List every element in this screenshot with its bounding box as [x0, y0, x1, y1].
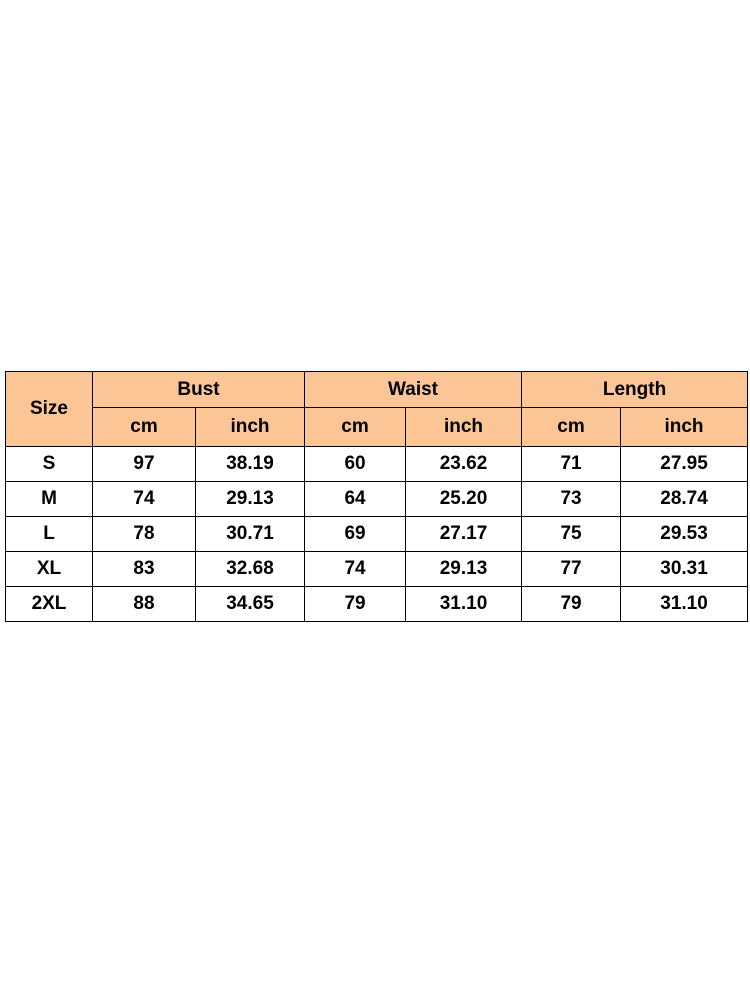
bust-cm-cell: 83 — [93, 552, 196, 587]
unit-header-length-inch: inch — [621, 408, 748, 447]
waist-cm-cell: 69 — [305, 517, 406, 552]
unit-header-length-cm: cm — [522, 408, 621, 447]
table-row — [6, 552, 748, 587]
waist-inch-cell: 25.20 — [406, 482, 522, 517]
waist-inch-cell: 31.10 — [406, 587, 522, 622]
size-cell: M — [6, 482, 93, 517]
bust-inch-cell: 30.71 — [196, 517, 305, 552]
unit-header-bust-inch: inch — [196, 408, 305, 447]
table-row — [6, 587, 748, 622]
bust-cm-cell: 88 — [93, 587, 196, 622]
unit-header-waist-cm: cm — [305, 408, 406, 447]
length-cm-cell: 71 — [522, 447, 621, 482]
length-cm-cell: 77 — [522, 552, 621, 587]
waist-cm-cell: 74 — [305, 552, 406, 587]
bust-cm-cell: 78 — [93, 517, 196, 552]
size-cell: XL — [6, 552, 93, 587]
waist-header: Waist — [305, 372, 522, 408]
bust-cm-cell: 74 — [93, 482, 196, 517]
length-inch-cell: 29.53 — [621, 517, 748, 552]
length-inch-cell: 27.95 — [621, 447, 748, 482]
bust-inch-cell: 38.19 — [196, 447, 305, 482]
length-cm-cell: 73 — [522, 482, 621, 517]
waist-inch-cell: 23.62 — [406, 447, 522, 482]
length-inch-cell: 28.74 — [621, 482, 748, 517]
waist-inch-cell: 27.17 — [406, 517, 522, 552]
length-inch-cell: 31.10 — [621, 587, 748, 622]
unit-header-waist-inch: inch — [406, 408, 522, 447]
table-row — [6, 517, 748, 552]
bust-inch-cell: 34.65 — [196, 587, 305, 622]
length-cm-cell: 75 — [522, 517, 621, 552]
bust-inch-cell: 32.68 — [196, 552, 305, 587]
size-cell: 2XL — [6, 587, 93, 622]
waist-cm-cell: 64 — [305, 482, 406, 517]
bust-cm-cell: 97 — [93, 447, 196, 482]
waist-cm-cell: 60 — [305, 447, 406, 482]
length-cm-cell: 79 — [522, 587, 621, 622]
waist-cm-cell: 79 — [305, 587, 406, 622]
length-header: Length — [522, 372, 748, 408]
table-row — [6, 447, 748, 482]
size-chart-table — [5, 371, 748, 622]
size-cell: L — [6, 517, 93, 552]
bust-header: Bust — [93, 372, 305, 408]
size-cell: S — [6, 447, 93, 482]
header-row-groups — [6, 372, 748, 408]
length-inch-cell: 30.31 — [621, 552, 748, 587]
bust-inch-cell: 29.13 — [196, 482, 305, 517]
waist-inch-cell: 29.13 — [406, 552, 522, 587]
size-header: Size — [6, 372, 93, 447]
unit-header-bust-cm: cm — [93, 408, 196, 447]
table-row — [6, 482, 748, 517]
header-row-units — [6, 408, 748, 447]
